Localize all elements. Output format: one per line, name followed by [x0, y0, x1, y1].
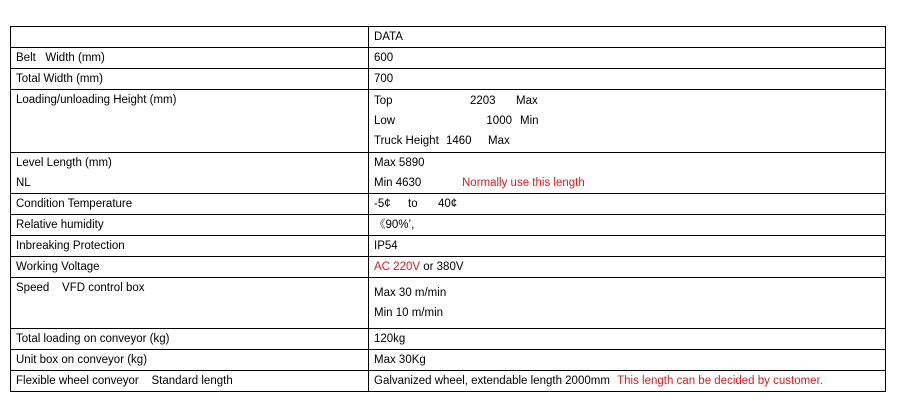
- level-length-label2: NL: [16, 177, 31, 189]
- row-value: 120kg: [369, 329, 886, 350]
- temp-from: -5¢: [374, 198, 391, 210]
- flexible-note: This length can be decided by customer.: [617, 375, 823, 387]
- row-value: 700: [369, 69, 886, 90]
- table-row: [11, 371, 886, 392]
- speed-max: Max 30 m/min: [374, 287, 447, 299]
- table-row: [11, 90, 886, 153]
- loading-top-line: [374, 91, 885, 111]
- loading-low-unit: Min: [520, 115, 539, 127]
- temp-to: 40¢: [438, 198, 458, 210]
- table-row: [11, 48, 886, 69]
- table-row: [11, 236, 886, 257]
- row-value: Max 30Kg: [369, 350, 886, 371]
- row-value: 《90%’,: [369, 215, 886, 236]
- row-value: [369, 257, 886, 278]
- row-value: [369, 371, 886, 392]
- row-label: Working Voltage: [11, 257, 369, 278]
- table-row: [11, 329, 886, 350]
- speed-label: Speed VFD control box: [16, 282, 145, 294]
- table-row: [11, 194, 886, 215]
- row-value: [369, 90, 886, 153]
- row-label: Inbreaking Protection: [11, 236, 369, 257]
- row-value: [369, 153, 886, 194]
- row-label: [11, 278, 369, 329]
- row-label: Unit box on conveyor (kg): [11, 350, 369, 371]
- row-value: [369, 278, 886, 329]
- voltage-red: AC 220V: [374, 261, 421, 273]
- loading-height-label: Loading/unloading Height (mm): [16, 94, 177, 106]
- table-row: [11, 350, 886, 371]
- level-length-min: Min 4630: [374, 177, 422, 189]
- row-label: [11, 153, 369, 194]
- loading-low-name: Low: [374, 115, 396, 127]
- row-value: IP54: [369, 236, 886, 257]
- row-label: Total Width (mm): [11, 69, 369, 90]
- loading-top-value: 2203: [470, 95, 496, 107]
- loading-top-name: Top: [374, 95, 393, 107]
- row-label: Condition Temperature: [11, 194, 369, 215]
- temp-to-word: to: [408, 198, 418, 210]
- table-row: [11, 278, 886, 329]
- flexible-value: Galvanized wheel, extendable length 2000mm: [374, 375, 610, 387]
- loading-top-unit: Max: [516, 95, 538, 107]
- loading-truck-line: [374, 131, 885, 151]
- row-value: 600: [369, 48, 886, 69]
- row-label: [11, 90, 369, 153]
- level-length-label: Level Length (mm): [16, 157, 112, 169]
- level-length-note: Normally use this length: [462, 177, 585, 189]
- loading-truck-name: Truck Height: [374, 135, 439, 147]
- table-row: [11, 215, 886, 236]
- loading-truck-unit: Max: [488, 135, 510, 147]
- table-row: [11, 257, 886, 278]
- row-label: Belt Width (mm): [11, 48, 369, 69]
- level-length-max: Max 5890: [374, 157, 425, 169]
- level-length-min-line: [374, 173, 885, 193]
- table-row: [11, 153, 886, 194]
- row-label: Total loading on conveyor (kg): [11, 329, 369, 350]
- voltage-rest: or 380V: [420, 261, 464, 273]
- header-data-cell: DATA: [369, 27, 886, 48]
- loading-low-value: 1000: [486, 115, 512, 127]
- header-row: [11, 27, 886, 48]
- speed-min: Min 10 m/min: [374, 307, 444, 319]
- row-label: Flexible wheel conveyor Standard length: [11, 371, 369, 392]
- row-value: [369, 194, 886, 215]
- header-param-cell: [11, 27, 369, 48]
- loading-low-line: [374, 111, 885, 131]
- loading-truck-value: 1460: [446, 135, 472, 147]
- table-row: [11, 69, 886, 90]
- row-label: Relative humidity: [11, 215, 369, 236]
- spec-table: [10, 26, 886, 392]
